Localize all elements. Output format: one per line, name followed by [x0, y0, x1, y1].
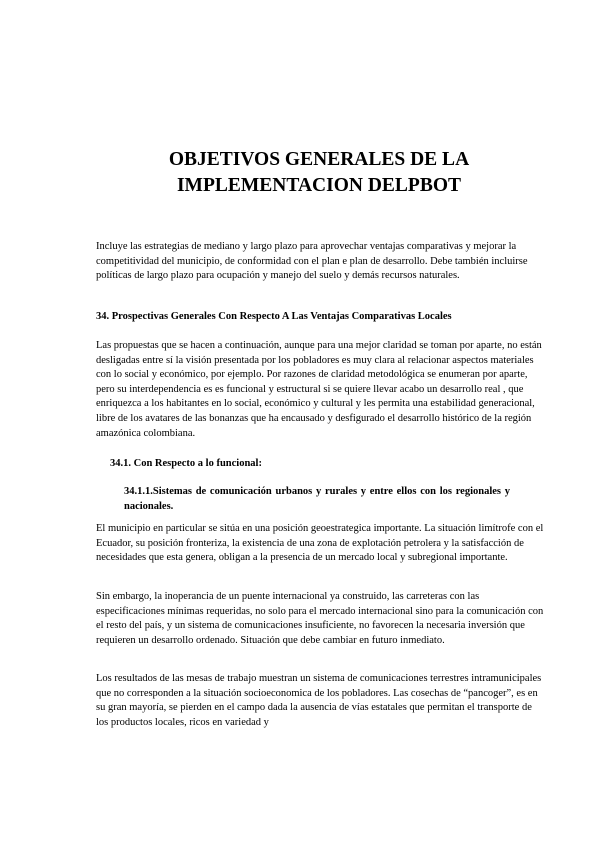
intro-paragraph: Incluye las estrategias de mediano y largo plazo para aprovechar ventajas comparativas y mejorar la competitividad del municipio, de conformidad con el plan e plan de desarrollo. Debe también incluirse políticas de largo plazo para ocupación y manejo del suelo y demás recursos naturales. — [96, 241, 528, 282]
title-line-2: IMPLEMENTACION DELPBOT — [176, 175, 462, 196]
document-title — [96, 147, 542, 199]
section-34-heading: 34. Prospectivas Generales Con Respecto A Las Ventajas Comparativas Locales — [96, 311, 452, 322]
paragraph-resultados: Los resultados de las mesas de trabajo muestran un sistema de comunicaciones terrestres intramunicipales que no corresponden a la situación socioeconomica de los pobladores. Las cosechas de “pancoger”, es en su gran mayoría, se pierden en el campo dada la ausencia de vías estatales que permitan el transporte de los productos locales, ricos en variedad y — [96, 673, 542, 728]
section-34-1-heading: 34.1. Con Respecto a lo funcional: — [110, 458, 262, 469]
section-34-1-1-heading: 34.1.1.Sistemas de comunicación urbanos y rurales y entre ellos con los regionales y nacionales. — [124, 486, 510, 512]
paragraph-municipio: El municipio en particular se sitúa en una posición geoestrategica importante. La situación limítrofe con el Ecuador, su posición fronteriza, la existencia de una zona de explotación petrolera y la satisfacción de necesidades que esta genera, obligan a la presencia de un mercado local y subregional importante. — [96, 523, 544, 564]
paragraph-sin-embargo: Sin embargo, la inoperancia de un puente internacional ya construido, las carreteras con las especificaciones mínimas requeridas, no solo para el mercado internacional sino para la comunicación con el resto del país, y un sistema de comunicaciones insuficiente, no favorecen la necesaria inversión que requieren un desarrollo ordenado. Situación que debe cambiar en futuro inmediato. — [96, 591, 544, 646]
section-34-paragraph: Las propuestas que se hacen a continuación, aunque para una mejor claridad se toman por aparte, no están desligadas entre sí la visión presentada por los pobladores es muy clara al relacionar aspectos materiales con lo social y económico, por ejemplo. Por razones de claridad metodológica se enumeran por aparte, pero su interdependencia es es funcional y estructural si se quiere llevar acabo un desarrollo real , que enriquezca a los habitantes en lo social, económico y cultural y les permita una estabilidad generacional, libre de los avatares de las bonanzas que ha encausado y desfigurado el desarrollo histórico de la región amazónica colombiana. — [96, 340, 542, 439]
title-line-1: OBJETIVOS GENERALES DE LA — [168, 149, 470, 170]
